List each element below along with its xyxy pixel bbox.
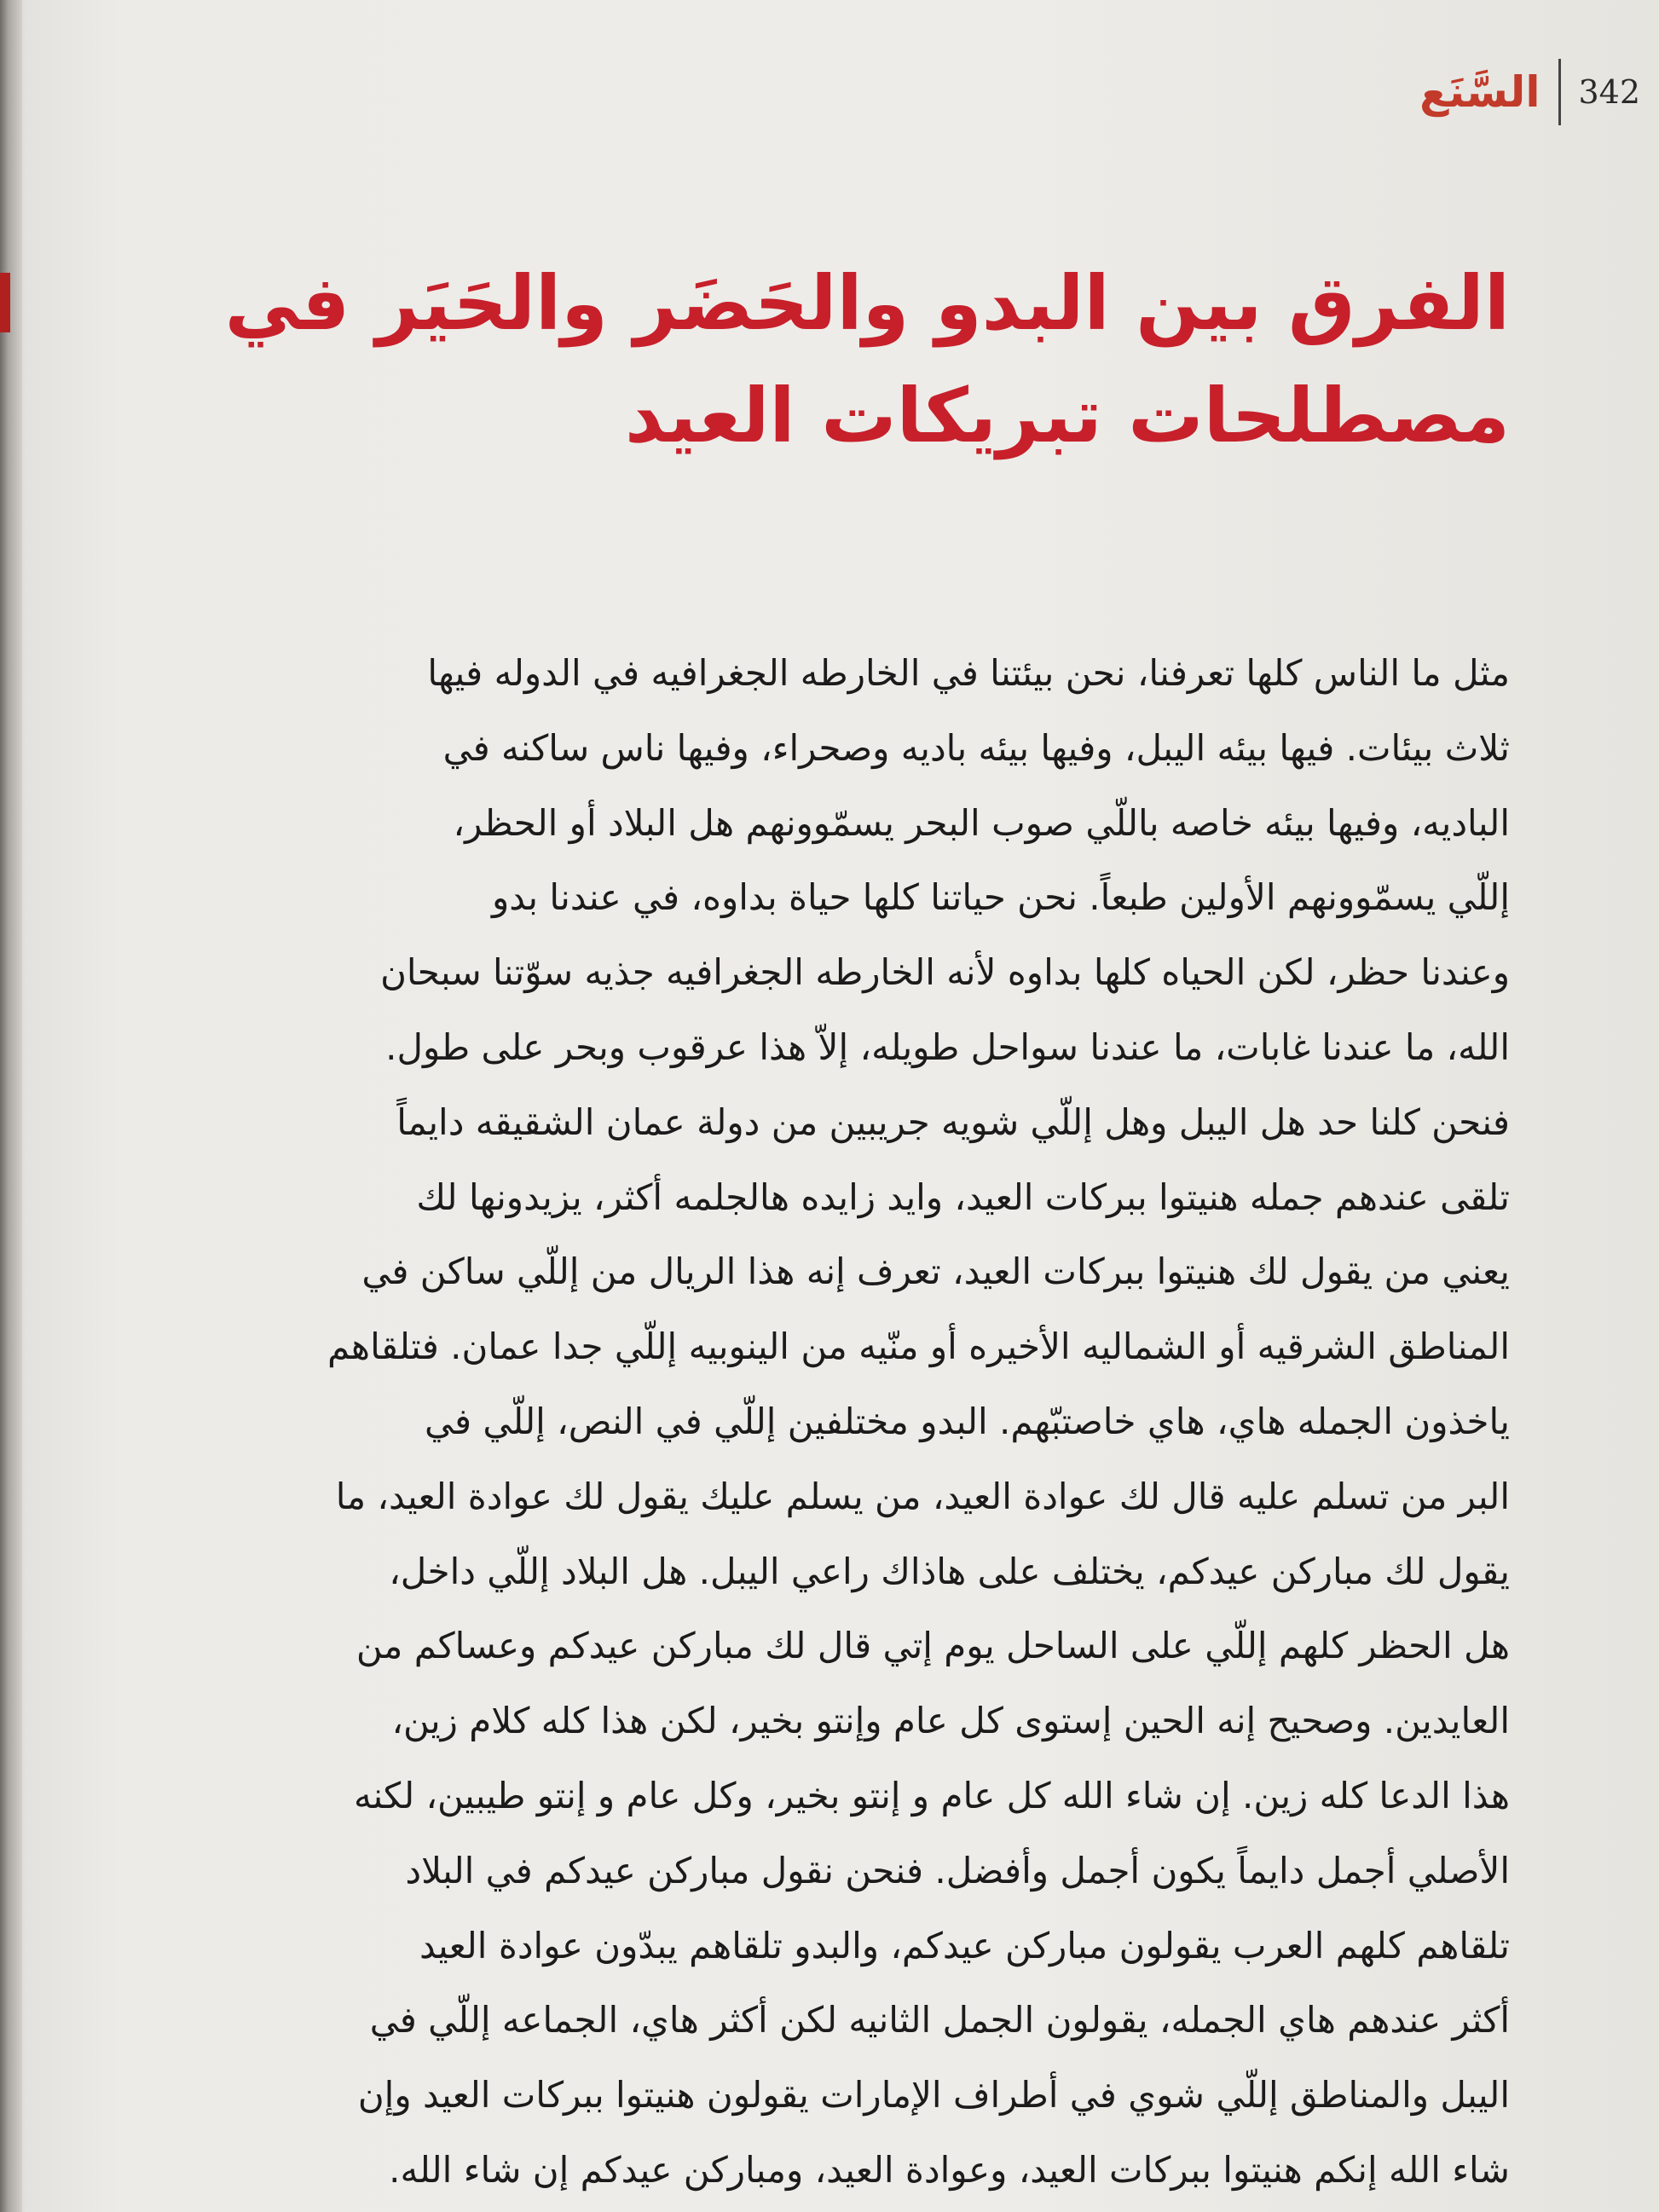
body-line: مثل ما الناس كلها تعرفنا، نحن بيئتنا في الخارطه الجغرافيه في الدوله فيها [427, 652, 1510, 694]
body-line: تلقى عندهم جمله هنيتوا ببركات العيد، وايد زايده هالجلمه أكثر، يزيدونها لك [416, 1175, 1510, 1218]
body-line: يقول لك مباركن عيدكم، يختلف على هاذاك راعي اليبل. هل البلاد إللّي داخل، [389, 1550, 1510, 1592]
body-line: البر من تسلم عليه قال لك عوادة العيد، من يسلم عليك يقول لك عوادة العيد، ما [335, 1475, 1510, 1517]
body-line: شاء الله إنكم هنيتوا ببركات العيد، وعوادة العيد، ومباركن عيدكم إن شاء الله. [389, 2148, 1510, 2191]
section-name: السَّنَع [1419, 67, 1540, 117]
header-divider [1558, 59, 1561, 125]
title-line-2: مصطلحات تبريكات العيد [624, 372, 1510, 459]
body-line: العايدين. وصحيح إنه الحين إستوى كل عام وإنتو بخير، لكن هذا كله كلام زين، [391, 1700, 1510, 1742]
body-line: أكثر عندهم هاي الجمله، يقولون الجمل الثانيه لكن أكثر هاي، الجماعه إللّي في [369, 1999, 1510, 2042]
page-number: 342 [1578, 73, 1640, 111]
facing-page-title-mark [0, 273, 10, 332]
title-line-1: الفرق بين البدو والحَضَر والحَيَر في [224, 259, 1510, 347]
chapter-title [112, 247, 1510, 472]
body-line: تلقاهم كلهم العرب يقولون مبارکن عيدكم، والبدو تلقاهم يبدّون عوادة العيد [419, 1924, 1510, 1967]
body-line: ياخذون الجمله هاي، هاي خاصتبّهم. البدو مختلفين إللّي في النص، إللّي في [424, 1400, 1510, 1442]
running-header [1419, 58, 1640, 126]
body-line: هذا الدعا كله زين. إن شاء الله كل عام و إنتو بخير، وكل عام و إنتو طيبين، لكنه [353, 1774, 1510, 1816]
body-line: هل الحظر كلهم إللّي على الساحل يوم إتي قال لك مباركن عيدكم وعساكم من [356, 1625, 1510, 1667]
body-line: الله، ما عندنا غابات، ما عندنا سواحل طويله، إلاّ هذا عرقوب وبحر على طول. [385, 1025, 1510, 1068]
body-line: الأصلي أجمل دايماً يكون أجمل وأفضل. فنحن نقول مباركن عيدكم في البلاد [405, 1849, 1510, 1891]
body-line: وعندنا حظر، لكن الحياه كلها بداوه لأنه الخارطه الجغرافيه جذيه سوّتنا سبحان [380, 951, 1510, 994]
body-line: ثلاث بيئات. فيها بيئه اليبل، وفيها بيئه باديه وصحراء، وفيها ناس ساكنه في [442, 726, 1510, 769]
body-line: المناطق الشرقيه أو الشماليه الأخيره أو منّيه من الينوبيه إللّي جدا عمان. فتلقاهم [327, 1325, 1510, 1368]
body-paragraph [112, 636, 1510, 2208]
body-line: فنحن كلنا حد هل اليبل وهل إللّي شويه جريبين من دولة عمان الشقيقه دايماً [396, 1100, 1510, 1143]
body-line: الباديه، وفيها بيئه خاصه باللّي صوب البحر يسمّوونهم هل البلاد أو الحظر، [453, 801, 1510, 844]
body-line: إللّي يسمّوونهم الأولين طبعاً. نحن حياتنا كلها حياة بداوه، في عندنا بدو [492, 876, 1510, 919]
body-line: يعني من يقول لك هنيتوا ببركات العيد، تعرف إنه هذا الريال من إللّي ساكن في [361, 1250, 1510, 1293]
body-line: اليبل والمناطق إللّي شوي في أطراف الإمارات يقولون هنيتوا ببركات العيد وإن [357, 2074, 1510, 2117]
